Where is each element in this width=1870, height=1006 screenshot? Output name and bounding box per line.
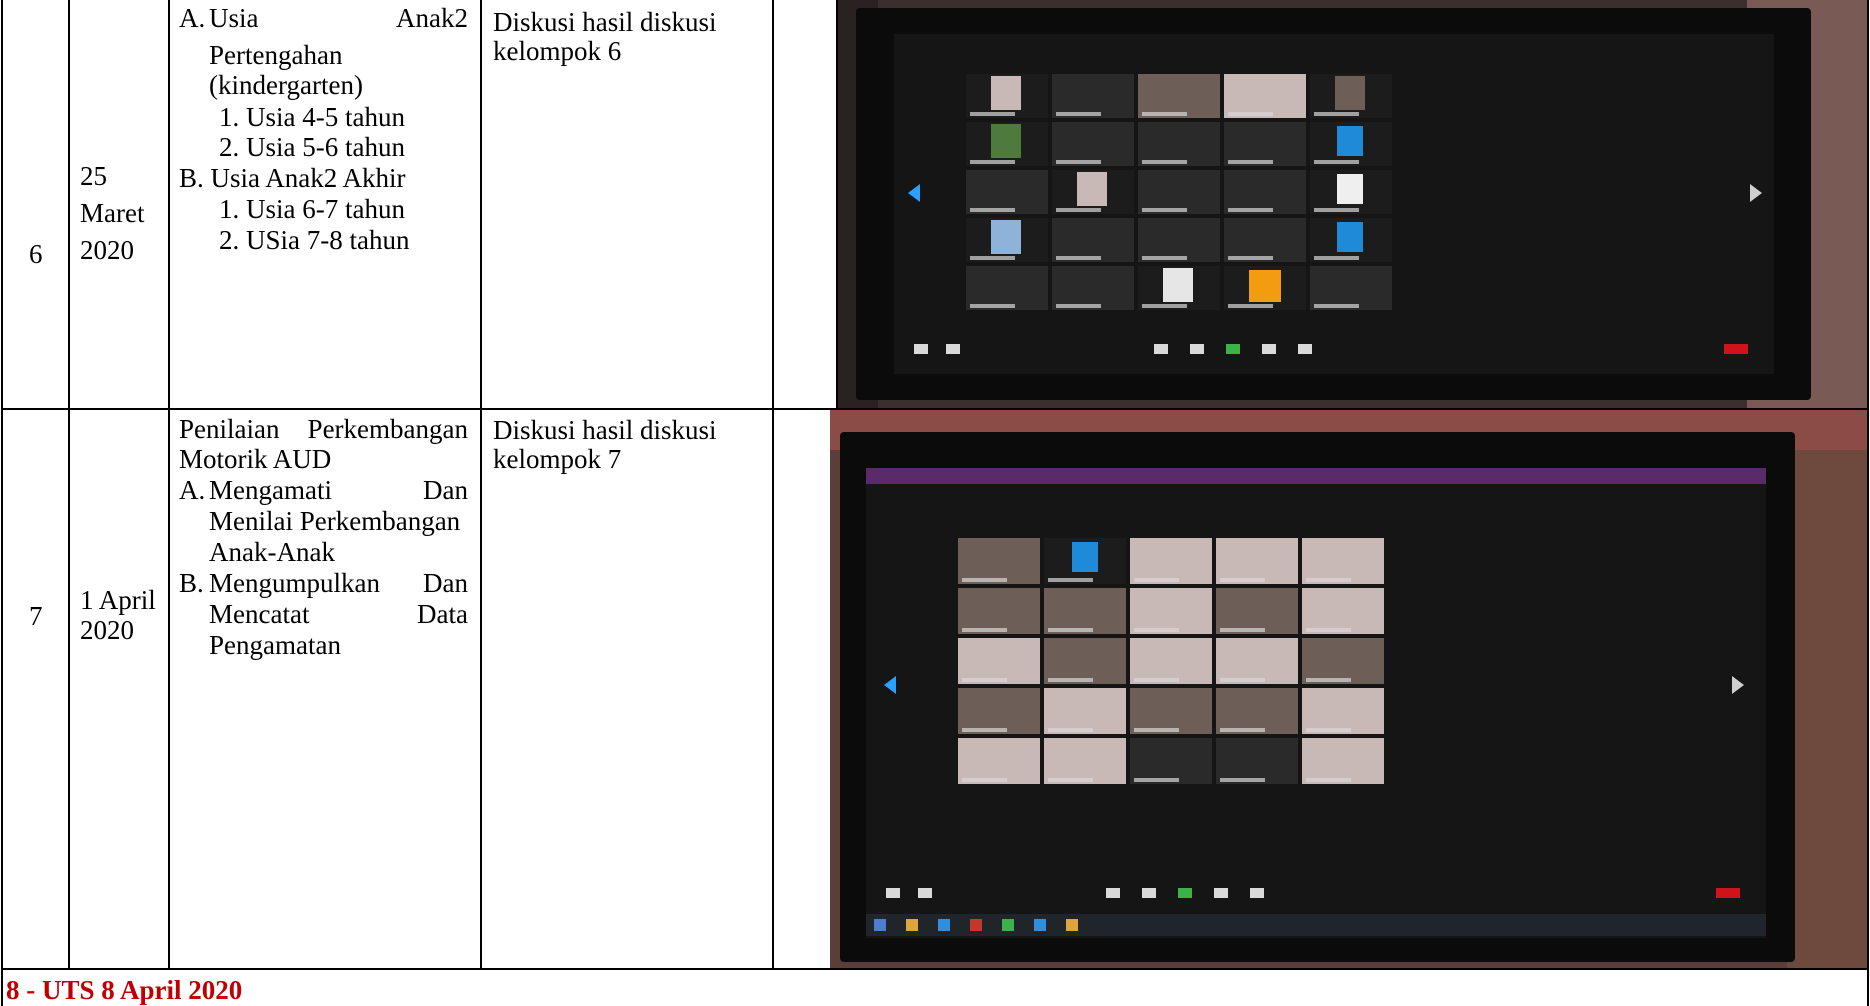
video-tile-icon <box>958 688 1040 734</box>
word: Anak2 <box>396 3 468 33</box>
video-tile-icon <box>1216 688 1298 734</box>
video-tile-icon <box>1302 638 1384 684</box>
leave-meeting-button[interactable] <box>1716 888 1740 898</box>
video-tile-icon <box>1138 266 1220 310</box>
sub-item: 2. Usia 5-6 tahun <box>219 132 405 162</box>
video-tile-icon <box>1310 266 1392 310</box>
video-tile-icon <box>958 588 1040 634</box>
material-line <box>209 0 468 37</box>
table-border <box>772 0 774 968</box>
zoom-gallery-screen <box>866 468 1766 938</box>
video-tile-icon <box>1130 588 1212 634</box>
table-border <box>1 0 3 1006</box>
word: Mencatat <box>209 599 310 629</box>
camera-icon[interactable] <box>918 888 932 898</box>
video-tile-icon <box>1302 688 1384 734</box>
table-border <box>168 0 170 968</box>
video-tile-icon <box>1052 122 1134 166</box>
word: Perkembangan <box>307 414 468 444</box>
participants-icon[interactable] <box>1106 888 1120 898</box>
video-tile-icon <box>1216 538 1298 584</box>
date-line: Maret <box>80 198 145 228</box>
zoom-gallery-screen <box>894 34 1774 374</box>
material-line: Pengamatan <box>209 630 341 660</box>
video-tile-icon <box>1044 638 1126 684</box>
video-tile-icon <box>1130 638 1212 684</box>
video-tile-icon <box>1052 266 1134 310</box>
mic-icon[interactable] <box>886 888 900 898</box>
tablet-frame <box>840 432 1795 962</box>
share-screen-icon[interactable] <box>1178 888 1192 898</box>
list-letter: A. <box>179 475 206 505</box>
uts-heading: 8 - UTS 8 April 2020 <box>6 975 243 1005</box>
video-tile-icon <box>958 638 1040 684</box>
windows-taskbar <box>866 914 1766 936</box>
video-tile-icon <box>1138 170 1220 214</box>
sub-item: 2. USia 7-8 tahun <box>219 225 410 255</box>
word: Mengumpulkan <box>209 568 380 598</box>
nav-arrow-icon[interactable] <box>1750 184 1762 202</box>
activity-line: Diskusi hasil diskusi <box>493 415 717 445</box>
video-tile-icon <box>1130 688 1212 734</box>
taskbar-app-icon[interactable] <box>1002 919 1014 931</box>
row-number: 7 <box>29 601 43 631</box>
row-number: 6 <box>29 239 43 269</box>
video-tile-icon <box>1138 74 1220 118</box>
date-line: 2020 <box>80 615 134 645</box>
table-border <box>1867 0 1869 1006</box>
video-tile-icon <box>1130 538 1212 584</box>
material-line: B. Usia Anak2 Akhir <box>179 163 406 193</box>
video-tile-icon <box>1224 170 1306 214</box>
video-tile-icon <box>1216 588 1298 634</box>
video-tile-icon <box>1044 588 1126 634</box>
video-tile-icon <box>966 266 1048 310</box>
tablet-frame <box>856 8 1811 400</box>
chat-icon[interactable] <box>1142 888 1156 898</box>
row-date <box>80 158 144 269</box>
chat-icon[interactable] <box>1190 344 1204 354</box>
material-line: (kindergarten) <box>209 70 363 100</box>
taskbar-app-icon[interactable] <box>1034 919 1046 931</box>
video-tile-icon <box>1044 538 1126 584</box>
nav-arrow-icon[interactable] <box>1732 676 1744 694</box>
table-border <box>1 968 1869 970</box>
video-tile-icon <box>1302 738 1384 784</box>
list-letter: B. <box>179 568 204 598</box>
word: Dan <box>423 568 468 598</box>
video-tile-icon <box>958 738 1040 784</box>
row-date <box>80 582 156 649</box>
date-line: 25 <box>80 161 107 191</box>
video-tile-icon <box>966 218 1048 262</box>
video-tile-icon <box>1302 538 1384 584</box>
sub-item: 1. Usia 4-5 tahun <box>219 102 405 132</box>
material-line: Motorik AUD <box>179 444 332 474</box>
mic-icon[interactable] <box>914 344 928 354</box>
share-screen-icon[interactable] <box>1226 344 1240 354</box>
video-tile-icon <box>1138 218 1220 262</box>
taskbar-app-icon[interactable] <box>906 919 918 931</box>
video-tile-icon <box>1052 74 1134 118</box>
video-tile-icon <box>1310 122 1392 166</box>
material-line: Anak-Anak <box>209 537 335 567</box>
word: Mengamati <box>209 475 332 505</box>
participants-icon[interactable] <box>1154 344 1168 354</box>
record-icon[interactable] <box>1262 344 1276 354</box>
video-tile-icon <box>1130 738 1212 784</box>
activity-line: kelompok 6 <box>493 36 622 66</box>
word: Penilaian <box>179 414 280 444</box>
video-tile-icon <box>966 122 1048 166</box>
word: Data <box>417 599 468 629</box>
video-tile-icon <box>1138 122 1220 166</box>
video-tile-icon <box>1302 588 1384 634</box>
word: Dan <box>423 475 468 505</box>
material-line: Pertengahan <box>209 40 343 70</box>
taskbar-app-icon[interactable] <box>970 919 982 931</box>
video-tile-icon <box>966 74 1048 118</box>
video-tile-icon <box>1224 266 1306 310</box>
date-line: 1 April <box>80 585 156 615</box>
video-tile-icon <box>1216 738 1298 784</box>
word: Usia <box>209 3 259 33</box>
video-tile-icon <box>1216 638 1298 684</box>
video-tile-icon <box>958 538 1040 584</box>
date-line: 2020 <box>80 235 134 265</box>
table-border <box>68 0 70 968</box>
nav-arrow-icon[interactable] <box>908 184 920 202</box>
table-border <box>480 0 482 968</box>
camera-icon[interactable] <box>946 344 960 354</box>
video-tile-icon <box>966 170 1048 214</box>
material-line: Menilai Perkembangan <box>209 506 461 536</box>
video-tile-icon <box>1310 218 1392 262</box>
leave-meeting-button[interactable] <box>1724 344 1748 354</box>
nav-arrow-icon[interactable] <box>884 676 896 694</box>
activity-cell <box>493 412 717 478</box>
video-tile-icon <box>1052 218 1134 262</box>
video-tile-icon <box>1044 688 1126 734</box>
video-tile-icon <box>1224 122 1306 166</box>
sub-item: 1. Usia 6-7 tahun <box>219 194 405 224</box>
activity-line: Diskusi hasil diskusi <box>493 7 717 37</box>
taskbar-app-icon[interactable] <box>1066 919 1078 931</box>
video-tile-icon <box>1052 170 1134 214</box>
record-icon[interactable] <box>1214 888 1228 898</box>
video-tile-icon <box>1310 74 1392 118</box>
activity-cell <box>493 4 717 70</box>
video-tile-icon <box>1224 218 1306 262</box>
video-tile-icon <box>1044 738 1126 784</box>
video-tile-icon <box>1310 170 1392 214</box>
zoom-meeting-photo <box>838 0 1867 408</box>
activity-line: kelompok 7 <box>493 444 622 474</box>
reactions-icon[interactable] <box>1298 344 1312 354</box>
start-icon[interactable] <box>874 919 886 931</box>
reactions-icon[interactable] <box>1250 888 1264 898</box>
list-letter: A. <box>179 3 206 33</box>
zoom-meeting-photo <box>830 410 1867 968</box>
video-tile-icon <box>1224 74 1306 118</box>
taskbar-app-icon[interactable] <box>938 919 950 931</box>
